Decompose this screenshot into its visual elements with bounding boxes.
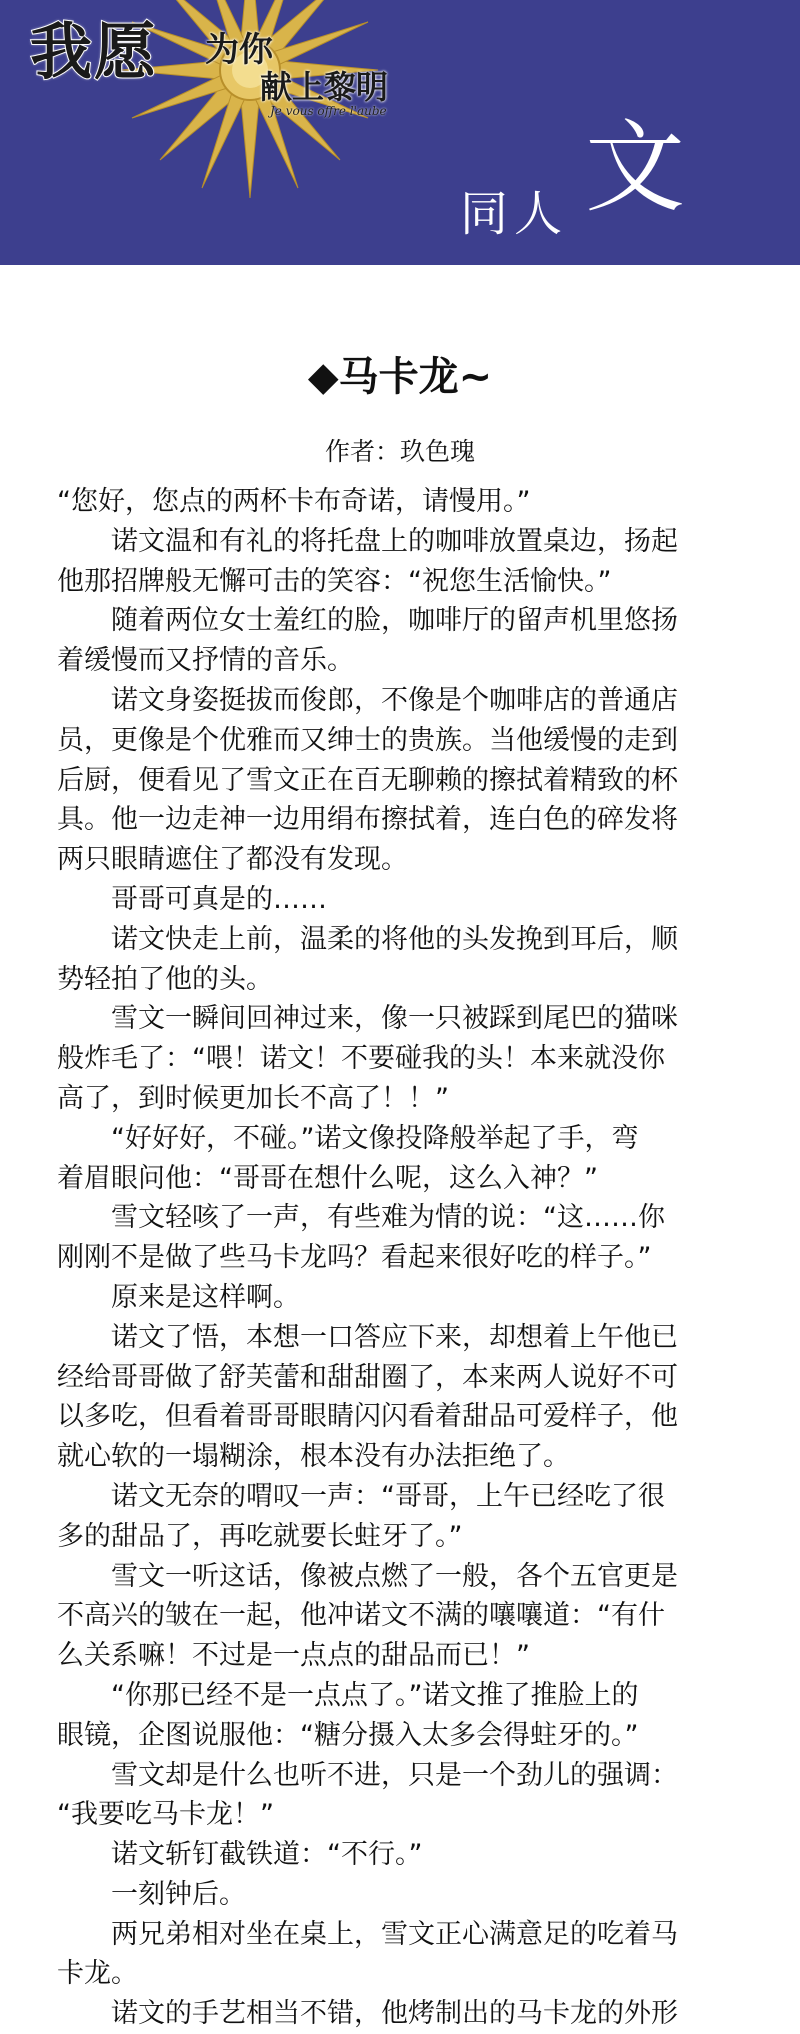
article-line: 原来是这样啊。	[57, 1281, 300, 1313]
article-line: 不高兴的皱在一起，他冲诺文不满的嚷嚷道：“有什	[57, 1600, 665, 1632]
article-author: 作者：玖色瑰	[324, 437, 475, 466]
article-line: 两兄弟相对坐在桌上，雪文正心满意足的吃着马	[57, 1918, 678, 1950]
article-line: 他那招牌般无懈可击的笑容：“祝您生活愉快。”	[57, 565, 612, 597]
article-line: 哥哥可真是的……	[57, 883, 327, 915]
article-line: “我要吃马卡龙！”	[57, 1799, 274, 1831]
article-line: 眼镜，企图说服他：“糖分摄入太多会得蛀牙的。”	[57, 1719, 639, 1751]
article-line: 随着两位女士羞红的脸，咖啡厅的留声机里悠扬	[57, 605, 678, 637]
article-line: 雪文轻咳了一声，有些难为情的说：“这……你	[57, 1202, 665, 1234]
article-line: 诺文斩钉截铁道：“不行。”	[57, 1839, 423, 1871]
header-banner	[0, 0, 800, 265]
logo-sub2-text: 献上黎明	[260, 68, 389, 106]
article-line: 高了，到时候更加长不高了！！”	[57, 1082, 449, 1114]
logo-sub-text: 为你	[205, 30, 273, 70]
article-line: “好好好，不碰。”诺文像投降般举起了手，弯	[57, 1122, 639, 1154]
section-label-big: 文	[585, 109, 685, 226]
article-line: 经给哥哥做了舒芙蕾和甜甜圈了，本来两人说好不可	[57, 1361, 678, 1393]
article-line: 诺文快走上前，温柔的将他的头发挽到耳后，顺	[57, 923, 678, 955]
article-line: 诺文身姿挺拔而俊郎，不像是个咖啡店的普通店	[57, 684, 678, 716]
article-line: 诺文温和有礼的将托盘上的咖啡放置桌边，扬起	[57, 525, 678, 557]
logo-french-text: Je vous offre l'aube	[270, 104, 387, 118]
article-line: 刚刚不是做了些马卡龙吗？看起来很好吃的样子。”	[57, 1242, 652, 1274]
article-line: 就心软的一塌糊涂，根本没有办法拒绝了。	[57, 1441, 570, 1473]
article-line: 雪文却是什么也听不进，只是一个劲儿的强调：	[57, 1759, 678, 1791]
article-body	[57, 482, 757, 2034]
article-line: 诺文了悟，本想一口答应下来，却想着上午他已	[57, 1321, 678, 1353]
article-line: 多的甜品了，再吃就要长蛀牙了。”	[57, 1520, 463, 1552]
logo-main-text: 我愿	[30, 15, 159, 88]
article-line: 诺文无奈的喟叹一声：“哥哥，上午已经吃了很	[57, 1480, 665, 1512]
article-line: 一刻钟后。	[57, 1878, 246, 1910]
article-line: 以多吃，但看着哥哥眼睛闪闪看着甜品可爱样子，他	[57, 1401, 678, 1433]
article-line: 具。他一边走神一边用绢布擦拭着，连白色的碎发将	[57, 804, 678, 836]
article-line: 诺文的手艺相当不错，他烤制出的马卡龙的外形	[57, 1998, 678, 2030]
article-title: ◆马卡龙~	[307, 354, 493, 400]
article-line: 卡龙。	[57, 1958, 138, 1990]
article-line: “你那已经不是一点点了。”诺文推了推脸上的	[57, 1679, 639, 1711]
article-line: 着眉眼问他：“哥哥在想什么呢，这么入神？”	[57, 1162, 598, 1194]
article-line: 后厨，便看见了雪文正在百无聊赖的擦拭着精致的杯	[57, 764, 678, 796]
article-line: 般炸毛了：“喂！诺文！不要碰我的头！本来就没你	[57, 1043, 665, 1075]
article-line: “您好，您点的两杯卡布奇诺，请慢用。”	[57, 486, 531, 517]
article-line: 雪文一听这话，像被点燃了一般，各个五官更是	[57, 1560, 678, 1592]
section-label-small: 同人	[460, 186, 569, 242]
article-line: 着缓慢而又抒情的音乐。	[57, 645, 354, 677]
article-line: 两只眼睛遮住了都没有发现。	[57, 844, 408, 876]
article-line: 员，更像是个优雅而又绅士的贵族。当他缓慢的走到	[57, 724, 678, 756]
article-line: 势轻拍了他的头。	[57, 963, 273, 995]
article-line: 么关系嘛！不过是一点点的甜品而已！”	[57, 1640, 530, 1672]
article-line: 雪文一瞬间回神过来，像一只被踩到尾巴的猫咪	[57, 1003, 678, 1035]
